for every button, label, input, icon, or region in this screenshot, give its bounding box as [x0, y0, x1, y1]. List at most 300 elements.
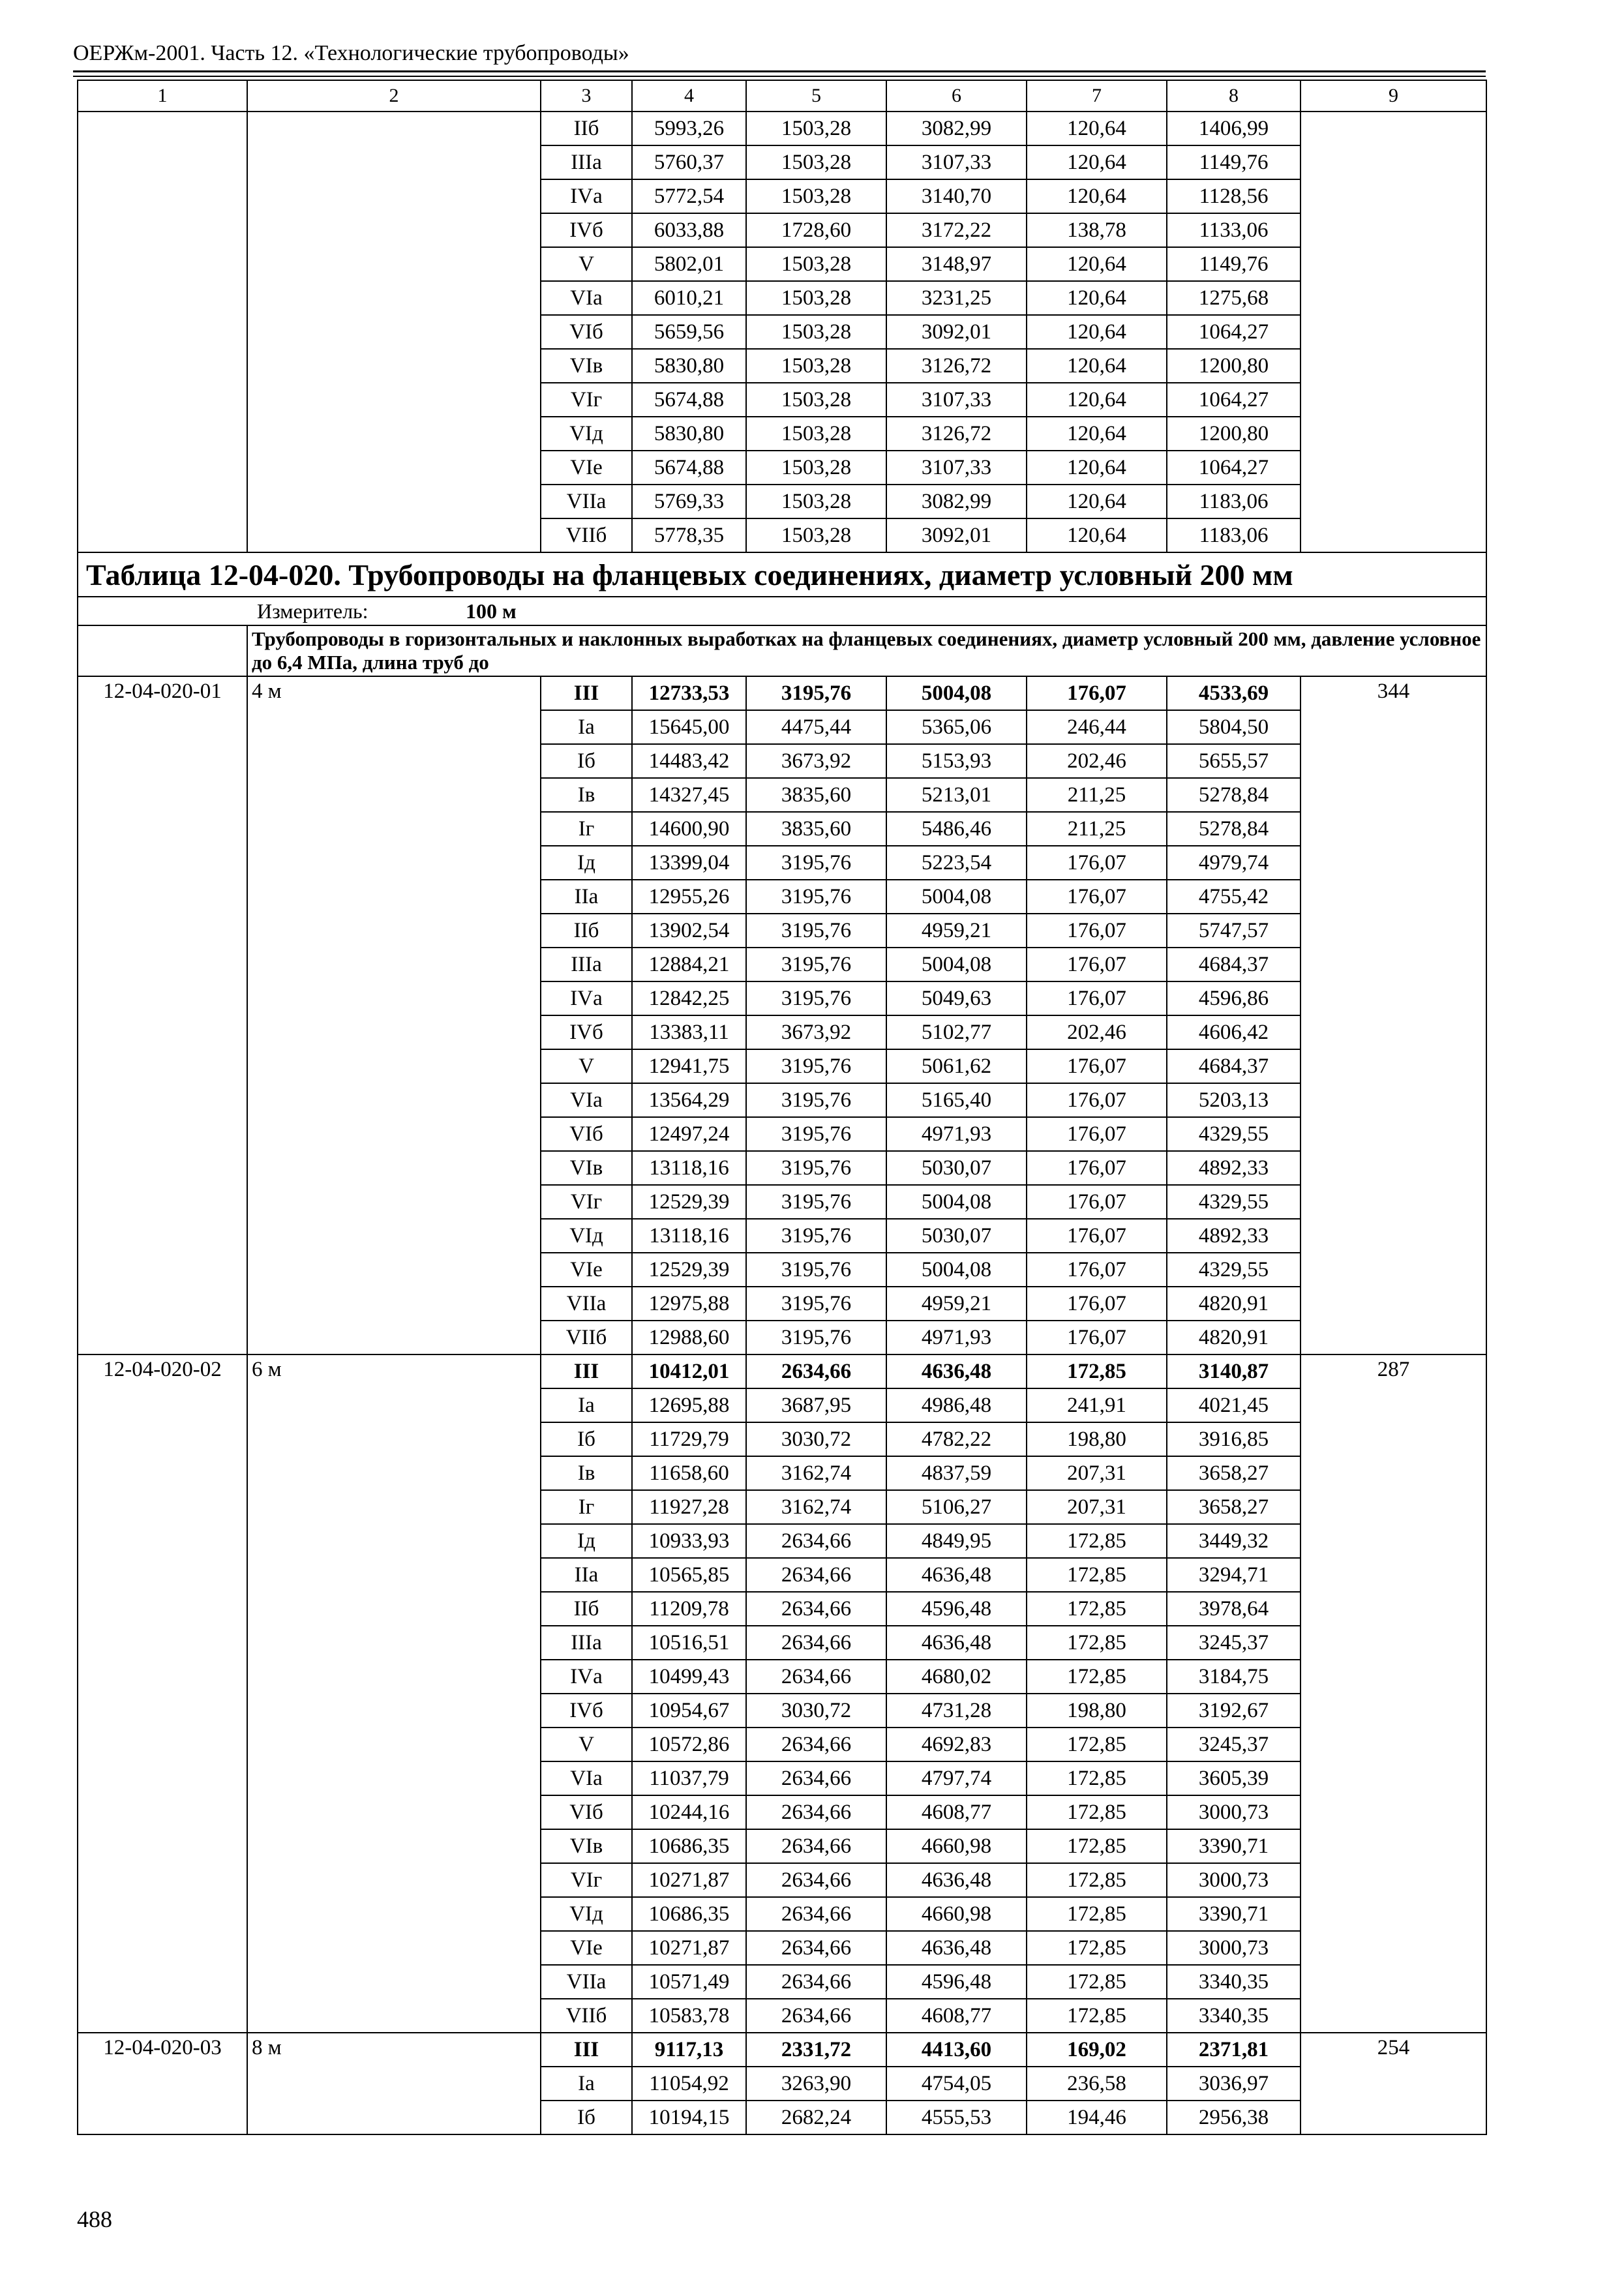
col9-cell: [1301, 451, 1486, 485]
length-cell: [247, 247, 541, 281]
length-cell: [247, 485, 541, 518]
length-cell: [247, 417, 541, 451]
col9-cell: [1301, 744, 1486, 778]
table-row: [78, 846, 1486, 880]
value-cell-col8: 4755,42: [1167, 880, 1301, 914]
value-cell-col7: 241,91: [1027, 1388, 1167, 1422]
value-cell-col8: 4684,37: [1167, 948, 1301, 981]
value-cell-col6: 5106,27: [886, 1490, 1027, 1524]
value-cell-col6: 3126,72: [886, 417, 1027, 451]
value-cell-col5: 1503,28: [746, 315, 886, 349]
rate-code-cell: [78, 1931, 247, 1965]
zone-cell: IIб: [541, 1592, 632, 1626]
table-row: [78, 2033, 1486, 2067]
value-cell-col5: 1503,28: [746, 518, 886, 552]
value-cell-col6: 3231,25: [886, 281, 1027, 315]
value-cell-col5: 2634,66: [746, 1558, 886, 1592]
col9-cell: [1301, 1999, 1486, 2033]
value-cell-col5: 1503,28: [746, 281, 886, 315]
value-cell-col8: 4329,55: [1167, 1117, 1301, 1151]
value-cell-col8: 4820,91: [1167, 1321, 1301, 1354]
zone-cell: VIг: [541, 383, 632, 417]
zone-cell: V: [541, 1049, 632, 1083]
value-cell-col4: 5674,88: [632, 383, 746, 417]
value-cell-col6: 5213,01: [886, 778, 1027, 812]
rate-code-cell: [78, 710, 247, 744]
value-cell-col8: 1149,76: [1167, 145, 1301, 179]
column-number-1: 1: [78, 80, 247, 112]
length-cell: [247, 1083, 541, 1117]
table-row: [78, 710, 1486, 744]
zone-cell: Iб: [541, 1422, 632, 1456]
value-cell-col7: 211,25: [1027, 812, 1167, 846]
value-cell-col4: 11209,78: [632, 1592, 746, 1626]
length-cell: [247, 2067, 541, 2101]
col9-cell: [1301, 1219, 1486, 1253]
value-cell-col5: 2634,66: [746, 1863, 886, 1897]
value-cell-col6: 4596,48: [886, 1592, 1027, 1626]
value-cell-col4: 10686,35: [632, 1897, 746, 1931]
table-row: [78, 812, 1486, 846]
table-row: [78, 1660, 1486, 1694]
length-cell: 8 м: [247, 2033, 541, 2067]
value-cell-col6: 5102,77: [886, 1015, 1027, 1049]
rate-code-cell: [78, 1728, 247, 1761]
value-cell-col6: 5486,46: [886, 812, 1027, 846]
rate-code-cell: [78, 1321, 247, 1354]
value-cell-col6: 4660,98: [886, 1829, 1027, 1863]
value-cell-col5: 2331,72: [746, 2033, 886, 2067]
table-row: [78, 778, 1486, 812]
length-cell: [247, 1456, 541, 1490]
page-number: 488: [77, 2206, 112, 2232]
zone-cell: Iд: [541, 846, 632, 880]
value-cell-col4: 10565,85: [632, 1558, 746, 1592]
rate-code-cell: [78, 914, 247, 948]
col9-cell: [1301, 1117, 1486, 1151]
col9-cell: [1301, 914, 1486, 948]
zone-cell: Iв: [541, 778, 632, 812]
table-title: Таблица 12-04-020. Трубопроводы на фланцевых соединениях, диаметр условный 200 мм: [78, 552, 1486, 597]
value-cell-col5: 3687,95: [746, 1388, 886, 1422]
table-row: [78, 1185, 1486, 1219]
measure-value: 100 м: [466, 599, 517, 623]
col9-cell: [1301, 281, 1486, 315]
length-cell: [247, 812, 541, 846]
table-row: [78, 1592, 1486, 1626]
table-row: [78, 1897, 1486, 1931]
table-row: [78, 1456, 1486, 1490]
length-cell: [247, 1931, 541, 1965]
value-cell-col6: 4636,48: [886, 1558, 1027, 1592]
value-cell-col7: 120,64: [1027, 349, 1167, 383]
value-cell-col7: 176,07: [1027, 846, 1167, 880]
table-row: [78, 1388, 1486, 1422]
value-cell-col6: 5004,08: [886, 880, 1027, 914]
value-cell-col4: 10516,51: [632, 1626, 746, 1660]
value-cell-col6: 4608,77: [886, 1795, 1027, 1829]
length-cell: [247, 1897, 541, 1931]
rate-code-cell: [78, 1185, 247, 1219]
rate-code-cell: [78, 213, 247, 247]
value-cell-col4: 5830,80: [632, 417, 746, 451]
value-cell-col6: 3107,33: [886, 451, 1027, 485]
value-cell-col7: 172,85: [1027, 1592, 1167, 1626]
value-cell-col8: 5278,84: [1167, 812, 1301, 846]
value-cell-col6: 5004,08: [886, 948, 1027, 981]
rate-code-cell: 12-04-020-02: [78, 1354, 247, 1388]
value-cell-col8: 3184,75: [1167, 1660, 1301, 1694]
value-cell-col4: 5760,37: [632, 145, 746, 179]
length-cell: [247, 281, 541, 315]
value-cell-col8: 3658,27: [1167, 1456, 1301, 1490]
value-cell-col7: 120,64: [1027, 451, 1167, 485]
table-row: [78, 1829, 1486, 1863]
value-cell-col8: 5655,57: [1167, 744, 1301, 778]
zone-cell: VIIа: [541, 1287, 632, 1321]
value-cell-col7: 172,85: [1027, 1354, 1167, 1388]
rate-code-cell: [78, 1015, 247, 1049]
table-row: [78, 1287, 1486, 1321]
length-cell: [247, 518, 541, 552]
rate-code-cell: [78, 1049, 247, 1083]
length-cell: [247, 1151, 541, 1185]
value-cell-col5: 3195,76: [746, 880, 886, 914]
table-title-row: [78, 552, 1486, 597]
value-cell-col4: 5674,88: [632, 451, 746, 485]
value-cell-col8: 3294,71: [1167, 1558, 1301, 1592]
value-cell-col6: 3092,01: [886, 518, 1027, 552]
rate-code-cell: [78, 1151, 247, 1185]
col9-cell: [1301, 1253, 1486, 1287]
value-cell-col4: 9117,13: [632, 2033, 746, 2067]
rate-code-cell: [78, 1660, 247, 1694]
rate-code-cell: [78, 349, 247, 383]
length-cell: [247, 213, 541, 247]
value-cell-col7: 120,64: [1027, 281, 1167, 315]
zone-cell: VIа: [541, 1761, 632, 1795]
value-cell-col8: 4329,55: [1167, 1253, 1301, 1287]
length-cell: [247, 1117, 541, 1151]
value-cell-col4: 12842,25: [632, 981, 746, 1015]
value-cell-col7: 169,02: [1027, 2033, 1167, 2067]
value-cell-col8: 4820,91: [1167, 1287, 1301, 1321]
zone-cell: IIа: [541, 880, 632, 914]
zone-cell: Iа: [541, 710, 632, 744]
table-row: [78, 1558, 1486, 1592]
length-cell: [247, 1558, 541, 1592]
zone-cell: Iд: [541, 1524, 632, 1558]
value-cell-col6: 3082,99: [886, 112, 1027, 145]
value-cell-col8: 2956,38: [1167, 2101, 1301, 2134]
zone-cell: VIд: [541, 1219, 632, 1253]
value-cell-col7: 176,07: [1027, 1049, 1167, 1083]
value-cell-col4: 14327,45: [632, 778, 746, 812]
value-cell-col4: 10499,43: [632, 1660, 746, 1694]
length-cell: [247, 349, 541, 383]
value-cell-col5: 2682,24: [746, 2101, 886, 2134]
col9-cell: [1301, 846, 1486, 880]
value-cell-col4: 5778,35: [632, 518, 746, 552]
zone-cell: VIIб: [541, 1999, 632, 2033]
table-row: [78, 1253, 1486, 1287]
value-cell-col4: 11927,28: [632, 1490, 746, 1524]
value-cell-col5: 3162,74: [746, 1490, 886, 1524]
value-cell-col5: 1503,28: [746, 145, 886, 179]
col9-cell: [1301, 2067, 1486, 2101]
length-cell: [247, 1694, 541, 1728]
value-cell-col6: 4731,28: [886, 1694, 1027, 1728]
value-cell-col8: 5203,13: [1167, 1083, 1301, 1117]
value-cell-col6: 4797,74: [886, 1761, 1027, 1795]
value-cell-col5: 3195,76: [746, 676, 886, 710]
value-cell-col7: 172,85: [1027, 1897, 1167, 1931]
zone-cell: IVб: [541, 1015, 632, 1049]
value-cell-col7: 176,07: [1027, 914, 1167, 948]
value-cell-col6: 4986,48: [886, 1388, 1027, 1422]
col9-cell: [1301, 1422, 1486, 1456]
value-cell-col4: 13902,54: [632, 914, 746, 948]
rate-code-cell: [78, 1490, 247, 1524]
value-cell-col4: 12497,24: [632, 1117, 746, 1151]
value-cell-col7: 207,31: [1027, 1490, 1167, 1524]
value-cell-col4: 12975,88: [632, 1287, 746, 1321]
table-row: [78, 1083, 1486, 1117]
value-cell-col5: 2634,66: [746, 1829, 886, 1863]
value-cell-col6: 4837,59: [886, 1456, 1027, 1490]
col9-cell: [1301, 778, 1486, 812]
zone-cell: VIа: [541, 1083, 632, 1117]
length-cell: [247, 914, 541, 948]
zone-cell: VIе: [541, 1931, 632, 1965]
length-cell: [247, 1965, 541, 1999]
value-cell-col7: 198,80: [1027, 1694, 1167, 1728]
value-cell-col7: 176,07: [1027, 1151, 1167, 1185]
zone-cell: IVа: [541, 1660, 632, 1694]
value-cell-col8: 1128,56: [1167, 179, 1301, 213]
rate-code-cell: [78, 1253, 247, 1287]
col9-cell: [1301, 1931, 1486, 1965]
rate-code-cell: [78, 1795, 247, 1829]
length-cell: [247, 981, 541, 1015]
table-row: [78, 914, 1486, 948]
length-cell: [247, 948, 541, 981]
length-cell: [247, 778, 541, 812]
value-cell-col5: 1503,28: [746, 247, 886, 281]
col9-cell: [1301, 417, 1486, 451]
value-cell-col6: 4692,83: [886, 1728, 1027, 1761]
zone-cell: IIб: [541, 112, 632, 145]
value-cell-col5: 3673,92: [746, 1015, 886, 1049]
value-cell-col7: 172,85: [1027, 1761, 1167, 1795]
rate-code-cell: [78, 778, 247, 812]
value-cell-col7: 176,07: [1027, 1185, 1167, 1219]
value-cell-col8: 3390,71: [1167, 1829, 1301, 1863]
zone-cell: VIб: [541, 1117, 632, 1151]
table-row: [78, 1863, 1486, 1897]
col9-cell: [1301, 145, 1486, 179]
value-cell-col6: 4555,53: [886, 2101, 1027, 2134]
value-cell-col5: 3195,76: [746, 1321, 886, 1354]
value-cell-col6: 4971,93: [886, 1321, 1027, 1354]
col9-cell: [1301, 948, 1486, 981]
description-spacer: [78, 625, 247, 676]
value-cell-col6: 4636,48: [886, 1626, 1027, 1660]
value-cell-col5: 1503,28: [746, 417, 886, 451]
value-cell-col8: 3036,97: [1167, 2067, 1301, 2101]
length-cell: [247, 1321, 541, 1354]
table-row: [78, 247, 1486, 281]
col9-cell: [1301, 1083, 1486, 1117]
table-row: [78, 112, 1486, 145]
rate-code-cell: [78, 1287, 247, 1321]
length-cell: [247, 179, 541, 213]
length-cell: [247, 1049, 541, 1083]
value-cell-col7: 172,85: [1027, 1931, 1167, 1965]
value-cell-col6: 5223,54: [886, 846, 1027, 880]
value-cell-col4: 6010,21: [632, 281, 746, 315]
rate-code-cell: [78, 880, 247, 914]
value-cell-col5: 3030,72: [746, 1422, 886, 1456]
value-cell-col7: 172,85: [1027, 1524, 1167, 1558]
col9-cell: [1301, 1524, 1486, 1558]
zone-cell: IIIа: [541, 145, 632, 179]
value-cell-col8: 3605,39: [1167, 1761, 1301, 1795]
zone-cell: IIIа: [541, 948, 632, 981]
value-cell-col5: 2634,66: [746, 1999, 886, 2033]
table-row: [78, 281, 1486, 315]
value-cell-col6: 5004,08: [886, 1253, 1027, 1287]
value-cell-col7: 176,07: [1027, 1219, 1167, 1253]
value-cell-col6: 5004,08: [886, 676, 1027, 710]
value-cell-col5: 3195,76: [746, 948, 886, 981]
value-cell-col4: 13118,16: [632, 1151, 746, 1185]
table-row: [78, 1049, 1486, 1083]
zone-cell: VIе: [541, 451, 632, 485]
col9-cell: [1301, 1388, 1486, 1422]
value-cell-col8: 5804,50: [1167, 710, 1301, 744]
value-cell-col6: 4849,95: [886, 1524, 1027, 1558]
value-cell-col8: 4892,33: [1167, 1151, 1301, 1185]
value-cell-col4: 10583,78: [632, 1999, 746, 2033]
col9-cell: [1301, 1795, 1486, 1829]
value-cell-col8: 1200,80: [1167, 349, 1301, 383]
table-row: [78, 2101, 1486, 2134]
col9-cell: [1301, 1592, 1486, 1626]
value-cell-col5: 3835,60: [746, 778, 886, 812]
rate-code-cell: [78, 383, 247, 417]
value-cell-col6: 4413,60: [886, 2033, 1027, 2067]
value-cell-col5: 3673,92: [746, 744, 886, 778]
value-cell-col7: 172,85: [1027, 1558, 1167, 1592]
value-cell-col6: 4636,48: [886, 1354, 1027, 1388]
zone-cell: III: [541, 2033, 632, 2067]
value-cell-col8: 3916,85: [1167, 1422, 1301, 1456]
col9-cell: [1301, 485, 1486, 518]
length-cell: [247, 1219, 541, 1253]
rate-code-cell: [78, 846, 247, 880]
length-cell: [247, 1422, 541, 1456]
value-cell-col7: 120,64: [1027, 315, 1167, 349]
length-cell: [247, 2101, 541, 2134]
value-cell-col8: 1406,99: [1167, 112, 1301, 145]
value-cell-col5: 3030,72: [746, 1694, 886, 1728]
table-row: [78, 1694, 1486, 1728]
value-cell-col6: 3092,01: [886, 315, 1027, 349]
length-cell: [247, 744, 541, 778]
value-cell-col4: 15645,00: [632, 710, 746, 744]
value-cell-col8: 3658,27: [1167, 1490, 1301, 1524]
table-row: [78, 179, 1486, 213]
length-cell: [247, 1999, 541, 2033]
table-row: [78, 1490, 1486, 1524]
zone-cell: Iг: [541, 812, 632, 846]
value-cell-col4: 12988,60: [632, 1321, 746, 1354]
length-cell: [247, 1626, 541, 1660]
value-cell-col8: 3340,35: [1167, 1999, 1301, 2033]
rate-code-cell: [78, 315, 247, 349]
col9-cell: [1301, 1660, 1486, 1694]
value-cell-col4: 10571,49: [632, 1965, 746, 1999]
col9-cell: [1301, 1049, 1486, 1083]
length-cell: [247, 112, 541, 145]
value-cell-col4: 14600,90: [632, 812, 746, 846]
value-cell-col4: 13383,11: [632, 1015, 746, 1049]
col9-cell: [1301, 1897, 1486, 1931]
value-cell-col7: 120,64: [1027, 383, 1167, 417]
value-cell-col6: 3107,33: [886, 145, 1027, 179]
value-cell-col6: 5153,93: [886, 744, 1027, 778]
col9-cell: [1301, 1829, 1486, 1863]
col9-cell: [1301, 247, 1486, 281]
value-cell-col7: 202,46: [1027, 1015, 1167, 1049]
description-row: [78, 625, 1486, 676]
measure-label: Измеритель:: [257, 599, 368, 623]
col9-cell: [1301, 1761, 1486, 1795]
rates-table: [77, 80, 1487, 2135]
table-row: [78, 1524, 1486, 1558]
value-cell-col6: 5030,07: [886, 1151, 1027, 1185]
value-cell-col4: 5769,33: [632, 485, 746, 518]
value-cell-col7: 120,64: [1027, 518, 1167, 552]
rate-code-cell: [78, 485, 247, 518]
value-cell-col8: 4979,74: [1167, 846, 1301, 880]
length-cell: [247, 145, 541, 179]
rate-code-cell: 12-04-020-03: [78, 2033, 247, 2067]
table-row: [78, 1422, 1486, 1456]
zone-cell: Iб: [541, 744, 632, 778]
table-row: [78, 451, 1486, 485]
value-cell-col8: 3245,37: [1167, 1626, 1301, 1660]
col9-cell: [1301, 1185, 1486, 1219]
col9-cell: [1301, 1321, 1486, 1354]
value-cell-col6: 5365,06: [886, 710, 1027, 744]
table-description: Трубопроводы в горизонтальных и наклонных выработках на фланцевых соединениях, диаметр условный 200 мм, давление условное до 6,4 МПа, длина труб до: [247, 625, 1486, 676]
value-cell-col7: 176,07: [1027, 1253, 1167, 1287]
value-cell-col5: 2634,66: [746, 1626, 886, 1660]
value-cell-col7: 172,85: [1027, 1626, 1167, 1660]
table-row: [78, 383, 1486, 417]
value-cell-col4: 10244,16: [632, 1795, 746, 1829]
value-cell-col4: 12529,39: [632, 1185, 746, 1219]
value-cell-col5: 3195,76: [746, 914, 886, 948]
zone-cell: IVа: [541, 179, 632, 213]
value-cell-col8: 1064,27: [1167, 383, 1301, 417]
col9-cell: [1301, 1490, 1486, 1524]
value-cell-col4: 10686,35: [632, 1829, 746, 1863]
value-cell-col5: 1503,28: [746, 451, 886, 485]
rate-code-cell: [78, 1422, 247, 1456]
